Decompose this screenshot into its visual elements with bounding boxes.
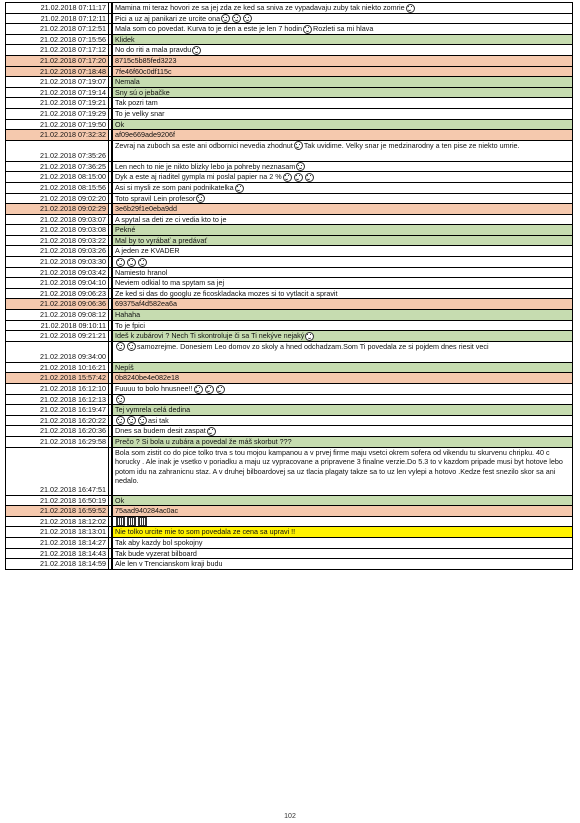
emoji-icon <box>192 46 201 55</box>
timestamp-cell: 21.02.2018 07:12:51 <box>6 24 109 35</box>
message-cell <box>112 193 573 204</box>
timestamp-cell: 21.02.2018 07:19:50 <box>6 119 109 130</box>
timestamp-cell: 21.02.2018 07:11:17 <box>6 3 109 14</box>
message-text: 69375af4d582ea6a <box>115 299 177 309</box>
timestamp-cell: 21.02.2018 16:47:51 <box>6 447 109 495</box>
message-cell <box>112 426 573 437</box>
message-cell <box>112 3 573 14</box>
message-cell <box>112 45 573 56</box>
table-row <box>6 299 573 310</box>
timestamp-cell: 21.02.2018 16:20:36 <box>6 426 109 437</box>
message-cell <box>112 527 573 538</box>
timestamp-cell: 21.02.2018 09:06:23 <box>6 288 109 299</box>
message-cell <box>112 267 573 278</box>
table-row <box>6 373 573 384</box>
message-cell <box>112 495 573 506</box>
message-cell <box>112 320 573 331</box>
table-row <box>6 548 573 559</box>
message-text: Pici a uz aj panikari ze urcite ona <box>115 13 221 23</box>
timestamp-cell: 21.02.2018 09:08:12 <box>6 310 109 321</box>
timestamp-cell: 21.02.2018 07:15:56 <box>6 34 109 45</box>
message-cell <box>112 299 573 310</box>
message-text: Tak pozri tam <box>115 98 158 108</box>
message-cell <box>112 130 573 141</box>
message-text: Dnes sa budem desit zaspat <box>115 426 206 436</box>
message-cell <box>112 394 573 405</box>
table-row <box>6 87 573 98</box>
table-row <box>6 193 573 204</box>
chat-log-table <box>5 2 573 570</box>
timestamp-cell: 21.02.2018 09:06:36 <box>6 299 109 310</box>
timestamp-cell: 21.02.2018 08:15:00 <box>6 172 109 183</box>
message-text-continued: Tak uvidime. Velky snar je medzinarodny a ten pise ze niekto umrie. <box>303 140 520 150</box>
message-cell <box>112 214 573 225</box>
timestamp-cell: 21.02.2018 07:19:07 <box>6 77 109 88</box>
message-cell <box>112 225 573 236</box>
timestamp-cell: 21.02.2018 16:59:52 <box>6 506 109 517</box>
message-text: To je fpici <box>115 320 145 330</box>
message-cell <box>112 235 573 246</box>
emoji-icon <box>303 25 312 34</box>
timestamp-cell: 21.02.2018 16:12:10 <box>6 384 109 395</box>
message-text: Hahaha <box>115 310 141 320</box>
message-cell <box>112 24 573 35</box>
message-cell <box>112 34 573 45</box>
message-text: Nemala <box>115 77 140 87</box>
message-text: Ale len v Trencianskom kraji budu <box>115 559 223 569</box>
message-text: Sny sú o jebačke <box>115 87 170 97</box>
timestamp-cell: 21.02.2018 15:57:42 <box>6 373 109 384</box>
message-cell <box>112 204 573 215</box>
message-cell <box>112 559 573 570</box>
table-row <box>6 331 573 342</box>
table-row <box>6 130 573 141</box>
table-row <box>6 310 573 321</box>
message-cell <box>112 98 573 109</box>
message-text: Tej vymrela celá dedina <box>115 405 191 415</box>
timestamp-cell: 21.02.2018 09:03:07 <box>6 214 109 225</box>
table-row <box>6 495 573 506</box>
message-text: 75aad940284ac0ac <box>115 506 179 516</box>
emoji-icon <box>232 14 241 23</box>
table-row <box>6 436 573 447</box>
table-row <box>6 204 573 215</box>
message-cell <box>112 66 573 77</box>
emoji-icon <box>127 258 136 267</box>
message-text: Ze ked si das do googlu ze ficoskladacka mozes si to vytlacit a spravit <box>115 288 338 298</box>
message-cell <box>112 310 573 321</box>
timestamp-cell: 21.02.2018 09:03:30 <box>6 257 109 268</box>
message-text: Dyk a este aj riaditel gympla mi poslal papier na 2 % <box>115 172 282 182</box>
emoji-icon <box>127 342 136 351</box>
message-text: Ok <box>115 495 125 505</box>
table-row <box>6 108 573 119</box>
timestamp-cell: 21.02.2018 09:02:29 <box>6 204 109 215</box>
table-row <box>6 394 573 405</box>
timestamp-cell: 21.02.2018 16:29:58 <box>6 436 109 447</box>
message-text: No do riti a mala pravdu <box>115 45 192 55</box>
timestamp-cell: 21.02.2018 09:03:22 <box>6 235 109 246</box>
timestamp-cell: 21.02.2018 07:19:14 <box>6 87 109 98</box>
timestamp-cell: 21.02.2018 16:20:22 <box>6 415 109 426</box>
page-number: 102 <box>284 813 296 820</box>
table-row <box>6 34 573 45</box>
message-text: Tak aby kazdy bol spokojny <box>115 537 203 547</box>
timestamp-cell: 21.02.2018 18:14:43 <box>6 548 109 559</box>
message-text: Pekné <box>115 225 136 235</box>
message-text: Neviem odkial to ma spytam sa jej <box>115 278 225 288</box>
message-cell <box>112 384 573 395</box>
message-cell <box>112 119 573 130</box>
message-text: af09e669ade9206f <box>115 130 175 140</box>
unknown-glyph-icon <box>127 517 136 526</box>
timestamp-cell: 21.02.2018 09:04:10 <box>6 278 109 289</box>
emoji-icon <box>207 427 216 436</box>
emoji-icon <box>406 4 415 13</box>
timestamp-cell: 21.02.2018 08:15:56 <box>6 182 109 193</box>
message-cell <box>112 172 573 183</box>
table-row <box>6 278 573 289</box>
message-cell <box>112 506 573 517</box>
timestamp-cell: 21.02.2018 16:12:13 <box>6 394 109 405</box>
message-text: Toto spravil Lein profesor <box>115 193 196 203</box>
emoji-icon <box>116 395 125 404</box>
message-text: Bola som zistit co do pice tolko trva s tou mojou kampanou a v prvej firme maju vsetci okrem sofera od vikendu tu skurvenu chripku. 40 c horucky . Ale inak je vsetko v poriadku a maju uz vypracovane a pripravene 3 finalne verzie.Do 5.3 to v kazdom pripade musi byt hotove lebo potom idu na zahranicnu staz. A v druhej bilboardovej sa uz tlacia plagaty takze sa to uz len vylepi a hotovo .Kedze fest snezilo skor sa ani nedalo. <box>115 447 563 486</box>
message-cell <box>112 257 573 268</box>
table-row <box>6 506 573 517</box>
message-cell <box>112 537 573 548</box>
timestamp-cell: 21.02.2018 07:35:26 <box>6 140 109 161</box>
message-cell <box>112 436 573 447</box>
table-row <box>6 13 573 24</box>
message-text: Namiesto hranol <box>115 267 168 277</box>
message-cell <box>112 341 573 362</box>
message-cell <box>112 13 573 24</box>
timestamp-cell: 21.02.2018 09:02:20 <box>6 193 109 204</box>
emoji-icon <box>116 342 125 351</box>
message-text: Asi si mysli ze som pani podnikatelka <box>115 182 234 192</box>
table-row <box>6 140 573 161</box>
timestamp-cell: 21.02.2018 18:12:02 <box>6 516 109 527</box>
emoji-icon <box>196 194 205 203</box>
table-row <box>6 362 573 373</box>
message-cell <box>112 278 573 289</box>
table-row <box>6 559 573 570</box>
emoji-icon <box>296 162 305 171</box>
timestamp-cell: 21.02.2018 07:19:21 <box>6 98 109 109</box>
emoji-icon <box>305 173 314 182</box>
message-text: Len nech to nie je nikto blizky lebo ja pohreby neznasam <box>115 161 296 171</box>
message-text: A spytal sa deti ze ci vedia kto to je <box>115 214 227 224</box>
emoji-icon <box>221 14 230 23</box>
emoji-icon <box>294 173 303 182</box>
table-row <box>6 426 573 437</box>
message-cell <box>112 161 573 172</box>
table-row <box>6 537 573 548</box>
table-row <box>6 98 573 109</box>
emoji-icon <box>216 385 225 394</box>
timestamp-cell: 21.02.2018 09:03:26 <box>6 246 109 257</box>
message-text: Mala som co povedat. Kurva to je den a este je len 7 hodin <box>115 24 302 34</box>
table-row <box>6 45 573 56</box>
message-text: Fuuuu to bolo hnusnee!! <box>115 384 193 393</box>
emoji-icon <box>235 184 244 193</box>
message-cell <box>112 415 573 426</box>
message-cell <box>112 108 573 119</box>
table-row <box>6 119 573 130</box>
table-row <box>6 66 573 77</box>
emoji-icon <box>138 258 147 267</box>
timestamp-cell: 21.02.2018 09:10:11 <box>6 320 109 331</box>
timestamp-cell: 21.02.2018 16:19:47 <box>6 405 109 416</box>
message-text-continued: asi tak <box>148 415 169 425</box>
emoji-icon <box>194 385 203 394</box>
message-text: Klidek <box>115 34 135 44</box>
unknown-glyph-icon <box>116 517 125 526</box>
table-row <box>6 288 573 299</box>
timestamp-cell: 21.02.2018 07:18:48 <box>6 66 109 77</box>
message-text-continued: Rozleti sa mi hlava <box>313 24 374 34</box>
timestamp-cell: 21.02.2018 09:34:00 <box>6 341 109 362</box>
message-text: A jeden ze KVADER <box>115 246 180 256</box>
message-text: Mamina mi teraz hovori ze sa jej zda ze ked sa sniva ze vypadavaju zuby tak niekto zomrie <box>115 3 405 12</box>
message-text-continued: samozrejme. Donesiem Leo domov zo skoly a hned odchadzam.Som Ti povedala ze si pojdem dnes riesit veci <box>137 341 489 351</box>
message-text: 8715c5b85fed3223 <box>115 55 177 65</box>
timestamp-cell: 21.02.2018 07:17:20 <box>6 55 109 66</box>
message-cell <box>112 246 573 257</box>
message-cell <box>112 373 573 384</box>
table-row <box>6 527 573 538</box>
timestamp-cell: 21.02.2018 18:14:27 <box>6 537 109 548</box>
table-row <box>6 415 573 426</box>
unknown-glyph-icon <box>138 517 147 526</box>
table-row <box>6 161 573 172</box>
message-text: 7fe46f60c0df115c <box>115 66 172 76</box>
table-row <box>6 235 573 246</box>
message-text: 0b8240be4e082e18 <box>115 373 179 383</box>
emoji-icon <box>305 332 314 341</box>
timestamp-cell: 21.02.2018 09:03:42 <box>6 267 109 278</box>
emoji-icon <box>127 416 136 425</box>
table-row <box>6 320 573 331</box>
message-cell <box>112 362 573 373</box>
message-cell <box>112 516 573 527</box>
message-cell <box>112 447 573 495</box>
message-text: Nepíš <box>115 362 134 372</box>
emoji-icon <box>283 173 292 182</box>
emoji-icon <box>116 258 125 267</box>
message-cell <box>112 331 573 342</box>
table-row <box>6 3 573 14</box>
message-cell <box>112 77 573 88</box>
message-text: To je velky snar <box>115 108 165 118</box>
message-text: Prečo ? Si bola u zubára a povedal že máš skorbut ??? <box>115 436 292 446</box>
timestamp-cell: 21.02.2018 10:16:21 <box>6 362 109 373</box>
table-row <box>6 341 573 362</box>
table-row <box>6 172 573 183</box>
emoji-icon <box>116 416 125 425</box>
table-row <box>6 405 573 416</box>
message-cell <box>112 55 573 66</box>
emoji-icon <box>294 141 303 150</box>
message-text: Tak bude vyzerat bilboard <box>115 548 197 558</box>
table-row <box>6 225 573 236</box>
table-row <box>6 24 573 35</box>
emoji-icon <box>205 385 214 394</box>
timestamp-cell: 21.02.2018 07:36:25 <box>6 161 109 172</box>
chat-log-body <box>6 3 573 570</box>
table-row <box>6 246 573 257</box>
emoji-icon <box>138 416 147 425</box>
table-row <box>6 55 573 66</box>
message-cell <box>112 288 573 299</box>
message-cell <box>112 140 573 161</box>
message-cell <box>112 405 573 416</box>
message-cell <box>112 182 573 193</box>
message-text: Ideš k zubárovi ? Nech Ti skontroluje či sa Ti nekýve nejaký <box>115 331 305 341</box>
message-text: Ok <box>115 119 125 129</box>
message-text: Mal by to vyrábať a predávať <box>115 235 208 245</box>
timestamp-cell: 21.02.2018 09:21:21 <box>6 331 109 342</box>
timestamp-cell: 21.02.2018 16:50:19 <box>6 495 109 506</box>
message-cell <box>112 87 573 98</box>
table-row <box>6 257 573 268</box>
table-row <box>6 384 573 395</box>
table-row <box>6 214 573 225</box>
timestamp-cell: 21.02.2018 07:19:29 <box>6 108 109 119</box>
table-row <box>6 516 573 527</box>
message-text: Zevraj na zuboch sa este ani odbornici nevedia zhodnut <box>115 140 293 150</box>
table-row <box>6 447 573 495</box>
table-row <box>6 182 573 193</box>
timestamp-cell: 21.02.2018 09:03:08 <box>6 225 109 236</box>
timestamp-cell: 21.02.2018 07:32:32 <box>6 130 109 141</box>
timestamp-cell: 21.02.2018 18:14:59 <box>6 559 109 570</box>
table-row <box>6 267 573 278</box>
emoji-icon <box>243 14 252 23</box>
message-cell <box>112 548 573 559</box>
timestamp-cell: 21.02.2018 18:13:01 <box>6 527 109 538</box>
timestamp-cell: 21.02.2018 07:17:12 <box>6 45 109 56</box>
message-text: 3e6b29f1e0eba9dd <box>115 204 177 214</box>
timestamp-cell: 21.02.2018 07:12:11 <box>6 13 109 24</box>
table-row <box>6 77 573 88</box>
message-text: Nie tolko urcite mie to som povedala ze cena sa upravi !! <box>115 527 296 537</box>
